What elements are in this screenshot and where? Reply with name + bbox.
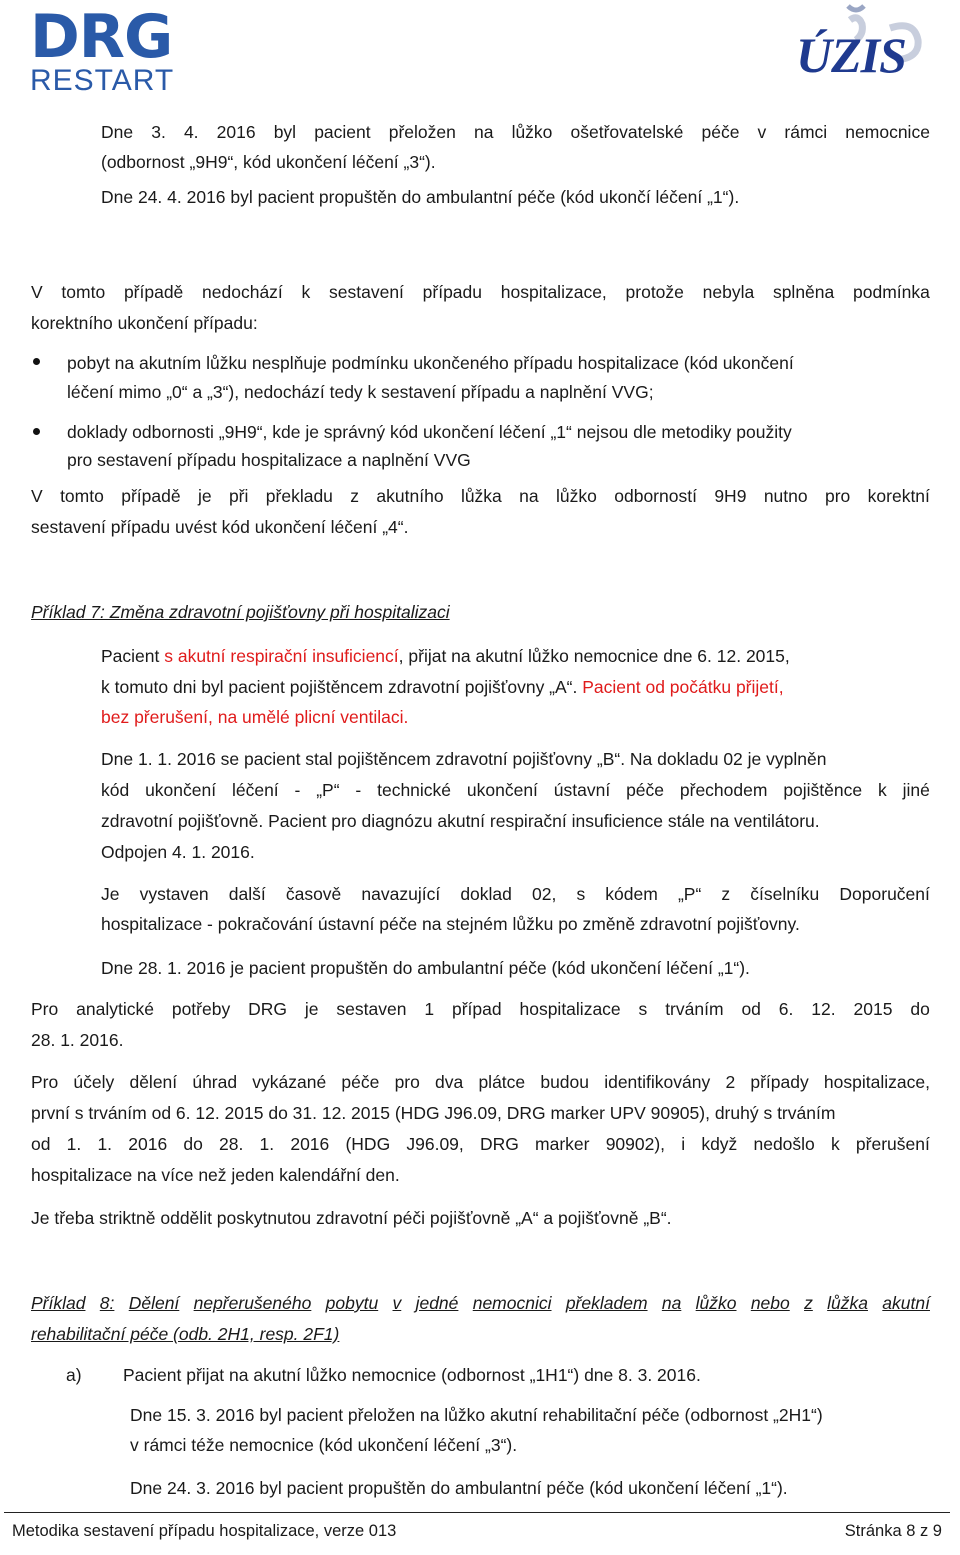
paragraph-case-line-2: korektního ukončení případu: xyxy=(31,313,258,333)
word: „P“ xyxy=(677,884,702,904)
word: Dne xyxy=(101,122,134,142)
word: podmínka xyxy=(853,282,930,302)
word: lůžka xyxy=(460,486,502,506)
word: kódem xyxy=(605,884,658,904)
word: případě xyxy=(123,282,184,302)
word: případy xyxy=(750,1072,809,1092)
word: překladem xyxy=(565,1293,648,1313)
word: z xyxy=(721,884,731,904)
word: potřeby xyxy=(171,999,231,1019)
word: léčení xyxy=(231,780,279,800)
word: lůžko xyxy=(695,1293,737,1313)
word: případ xyxy=(451,999,502,1019)
word: pobytu xyxy=(325,1293,379,1313)
word: pojištěnce xyxy=(783,780,863,800)
word: překladu xyxy=(265,486,333,506)
paragraph-payment-line-4: hospitalizace na více než jeden kalendářní den. xyxy=(31,1165,400,1185)
paragraph-followup-line-1 xyxy=(101,882,930,906)
word: pro xyxy=(824,486,851,506)
word: přechodem xyxy=(679,780,768,800)
word: časově xyxy=(285,884,342,904)
word: Pro xyxy=(31,1072,59,1092)
word: při xyxy=(228,486,249,506)
bullet-1-line-2: léčení mimo „0“ a „3“), nedochází tedy k sestavení případu a naplnění VVG; xyxy=(67,382,654,402)
word: 1. xyxy=(66,1134,82,1154)
word: 28. xyxy=(219,1134,244,1154)
word: k xyxy=(830,1134,840,1154)
word: s xyxy=(576,884,586,904)
word: k xyxy=(877,780,887,800)
word: péče xyxy=(701,122,740,142)
word: budou xyxy=(540,1072,590,1092)
paragraph-insurance-change-line-1: Dne 1. 1. 2016 se pacient stal pojištěncem zdravotní pojišťovny „B“. Na dokladu 02 je vyplněn xyxy=(101,749,827,769)
word: péče xyxy=(341,1072,380,1092)
word: vykázané xyxy=(252,1072,327,1092)
list-item-a-text: Pacient přijat na akutní lůžko nemocnice (odbornost „1H1“) dne 8. 3. 2016. xyxy=(123,1365,701,1385)
highlighted-ventilation: Pacient od počátku přijetí, xyxy=(582,677,784,697)
word: do xyxy=(183,1134,203,1154)
word: tomto xyxy=(61,282,106,302)
word: dělení xyxy=(129,1072,178,1092)
paragraph-insurance-change-line-3: zdravotní pojišťovně. Pacient pro diagnózu akutní respirační insuficience stále na ventilátoru. xyxy=(101,811,820,831)
paragraph-discharge: Dne 24. 4. 2016 byl pacient propuštěn do ambulantní péče (kód ukončí léčení „1“). xyxy=(101,187,740,207)
word: plátce xyxy=(478,1072,526,1092)
bullet-marker xyxy=(33,358,40,365)
highlighted-diagnosis: s akutní respirační insuficiencí xyxy=(164,646,399,666)
word: byl xyxy=(273,122,297,142)
word: „P“ xyxy=(316,780,340,800)
word: nemocnice xyxy=(845,122,930,142)
word: nedošlo xyxy=(753,1134,815,1154)
word: Dělení xyxy=(128,1293,180,1313)
word: sestavení xyxy=(329,282,404,302)
word: 6. xyxy=(778,999,794,1019)
bullet-marker xyxy=(33,428,40,435)
word: akutního xyxy=(376,486,444,506)
drg-restart-logo xyxy=(30,2,180,97)
word: přeložen xyxy=(388,122,456,142)
word: nebo xyxy=(750,1293,790,1313)
word: do xyxy=(910,999,930,1019)
paragraph-analytics-line-1 xyxy=(31,997,930,1021)
word: nebyla xyxy=(702,282,755,302)
list-item-a-discharge: Dne 24. 3. 2016 byl pacient propuštěn do ambulantní péče (kód ukončení léčení „1“). xyxy=(130,1478,788,1498)
example-7-heading: Příklad 7: Změna zdravotní pojišťovny při hospitalizaci xyxy=(31,602,450,622)
word: nedochází xyxy=(202,282,283,302)
word: k xyxy=(301,282,311,302)
word: je xyxy=(304,999,319,1019)
paragraph-patient-line-2 xyxy=(101,675,784,699)
word: doklad xyxy=(460,884,512,904)
paragraph-separation: Je třeba striktně oddělit poskytnutou zdravotní péči pojišťovně „A“ a pojišťovně „B“. xyxy=(31,1208,672,1228)
word: případu xyxy=(422,282,483,302)
restart-logo-text: RESTART xyxy=(30,64,175,97)
word: 9H9 xyxy=(714,486,747,506)
word: od xyxy=(741,999,761,1019)
word: 2 xyxy=(725,1072,736,1092)
uzis-logo xyxy=(792,0,937,90)
drg-logo-text: DRG xyxy=(30,2,173,72)
word: V xyxy=(31,486,43,506)
paragraph-insurance-change-line-4: Odpojen 4. 1. 2016. xyxy=(101,842,255,862)
word: hospitalizace, xyxy=(500,282,607,302)
word: číselníku xyxy=(750,884,820,904)
word: 1 xyxy=(424,999,435,1019)
word: - xyxy=(355,780,362,800)
word: péče xyxy=(626,780,665,800)
paragraph-payment-line-3 xyxy=(31,1132,930,1156)
word: 90902), xyxy=(605,1134,666,1154)
paragraph-final-discharge: Dne 28. 1. 2016 je pacient propuštěn do ambulantní péče (kód ukončení léčení „1“). xyxy=(101,958,750,978)
word: přerušení xyxy=(855,1134,930,1154)
word: případě xyxy=(121,486,181,506)
word: nemocnici xyxy=(472,1293,552,1313)
footer-document-title: Metodika sestavení případu hospitalizace, verze 013 xyxy=(12,1521,397,1540)
footer-page-number: Stránka 8 z 9 xyxy=(844,1521,942,1540)
word: v xyxy=(757,122,767,142)
word: 3. xyxy=(151,122,166,142)
word: tomto xyxy=(60,486,104,506)
word: J96.09, xyxy=(406,1134,464,1154)
paragraph-followup-line-2: hospitalizace - pokračování ústavní péče na stejném lůžku po změně zdravotní pojišťovny. xyxy=(101,914,800,934)
word: ošetřovatelské xyxy=(570,122,684,142)
word: 8: xyxy=(99,1293,115,1313)
word: Je xyxy=(101,884,120,904)
patient-text: Pacient xyxy=(101,646,165,666)
word: korektní xyxy=(867,486,930,506)
word: vystaven xyxy=(139,884,209,904)
word: sestaven xyxy=(336,999,407,1019)
word: i xyxy=(681,1134,686,1154)
word: splněna xyxy=(772,282,835,302)
example-8-heading-line-1 xyxy=(31,1291,930,1315)
word: na xyxy=(661,1293,682,1313)
word: účely xyxy=(73,1072,115,1092)
word: z xyxy=(350,486,360,506)
paragraph-analytics-line-2: 28. 1. 2016. xyxy=(31,1030,124,1050)
word: s xyxy=(638,999,648,1019)
word: protože xyxy=(625,282,684,302)
word: hospitalizace xyxy=(519,999,621,1019)
bullet-2-line-1: doklady odbornosti „9H9“, kde je správný kód ukončení léčení „1“ nejsou dle metodiky použity xyxy=(67,422,792,442)
word: na xyxy=(473,122,494,142)
word: 4. xyxy=(183,122,199,142)
word: ukončení xyxy=(466,780,538,800)
word: pacient xyxy=(314,122,371,142)
word: jedné xyxy=(415,1293,459,1313)
word: 1. xyxy=(97,1134,113,1154)
word: navazující xyxy=(361,884,441,904)
word: identifikovány xyxy=(604,1072,711,1092)
word: nepřerušeného xyxy=(193,1293,312,1313)
word: další xyxy=(228,884,266,904)
word: - xyxy=(294,780,301,800)
paragraph-insurance-change-line-2 xyxy=(101,778,930,802)
word: DRG xyxy=(479,1134,519,1154)
word: analytické xyxy=(76,999,154,1019)
word: technické xyxy=(377,780,452,800)
word: rámci xyxy=(784,122,828,142)
word: úhrad xyxy=(192,1072,238,1092)
word: Příklad xyxy=(31,1293,86,1313)
word: jiné xyxy=(902,780,930,800)
paragraph-case-line-1 xyxy=(31,280,930,304)
word: 2016 xyxy=(216,122,256,142)
bullet-2-line-2: pro sestavení případu hospitalizace a naplnění VVG xyxy=(67,450,471,470)
word: na xyxy=(519,486,539,506)
word: 1. xyxy=(259,1134,275,1154)
word: 2015 xyxy=(853,999,893,1019)
paragraph-payment-line-1 xyxy=(31,1070,930,1094)
patient-text: k tomuto dni byl pacient pojištěncem zdravotní pojišťovny „A“. xyxy=(101,677,583,697)
patient-text: , přijat na akutní lůžko nemocnice dne 6. 12. 2015, xyxy=(398,646,790,666)
bullet-1-line-1: pobyt na akutním lůžku nesplňuje podmínku ukončeného případu hospitalizace (kód ukončení xyxy=(67,353,794,373)
word: kód xyxy=(101,780,130,800)
word: 2016 xyxy=(128,1134,168,1154)
word: když xyxy=(701,1134,738,1154)
word: hospitalizace, xyxy=(823,1072,930,1092)
word: odborností xyxy=(614,486,697,506)
list-item-a-transfer-line-1: Dne 15. 3. 2016 byl pacient přeložen na lůžko akutní rehabilitační péče (odbornost „2H1“) xyxy=(130,1405,823,1425)
list-item-a-transfer-line-2: v rámci téže nemocnice (kód ukončení léčení „3“). xyxy=(130,1435,518,1455)
paragraph-patient-line-1 xyxy=(101,644,790,668)
word: trváním xyxy=(665,999,724,1019)
word: dva xyxy=(435,1072,464,1092)
word: lůžko xyxy=(556,486,597,506)
list-item-marker-a: a) xyxy=(66,1365,82,1385)
word: (HDG xyxy=(345,1134,391,1154)
word: DRG xyxy=(248,999,287,1019)
word: lůžko xyxy=(511,122,553,142)
word: V xyxy=(31,282,43,302)
word: od xyxy=(31,1134,51,1154)
word: z xyxy=(804,1293,813,1313)
word: lůžka xyxy=(827,1293,868,1313)
paragraph-transfer-line-1 xyxy=(101,120,930,144)
word: 2016 xyxy=(290,1134,330,1154)
word: ukončení xyxy=(145,780,217,800)
word: v xyxy=(392,1293,402,1313)
page-footer xyxy=(4,1512,950,1549)
paragraph-patient-line-3: bez přerušení, na umělé plicní ventilaci. xyxy=(101,707,409,727)
word: Doporučení xyxy=(839,884,930,904)
word: ústavní xyxy=(553,780,611,800)
word: je xyxy=(197,486,212,506)
word: akutní xyxy=(882,1293,930,1313)
paragraph-9h9-line-2: sestavení případu uvést kód ukončení léčení „4“. xyxy=(31,517,409,537)
word: 02, xyxy=(532,884,557,904)
word: marker xyxy=(535,1134,590,1154)
paragraph-payment-line-2: první s trváním od 6. 12. 2015 do 31. 12. 2015 (HDG J96.09, DRG marker UPV 90905), druhý s trváním xyxy=(31,1103,836,1123)
word: nutno xyxy=(763,486,808,506)
word: 12. xyxy=(811,999,836,1019)
example-8-heading-line-2: rehabilitační péče (odb. 2H1, resp. 2F1) xyxy=(31,1324,340,1344)
paragraph-9h9-line-1 xyxy=(31,484,930,508)
word: Pro xyxy=(31,999,59,1019)
paragraph-transfer-line-2: (odbornost „9H9“, kód ukončení léčení „3“). xyxy=(101,152,436,172)
word: pro xyxy=(394,1072,420,1092)
uzis-logo-text: ÚZIS xyxy=(796,27,906,83)
